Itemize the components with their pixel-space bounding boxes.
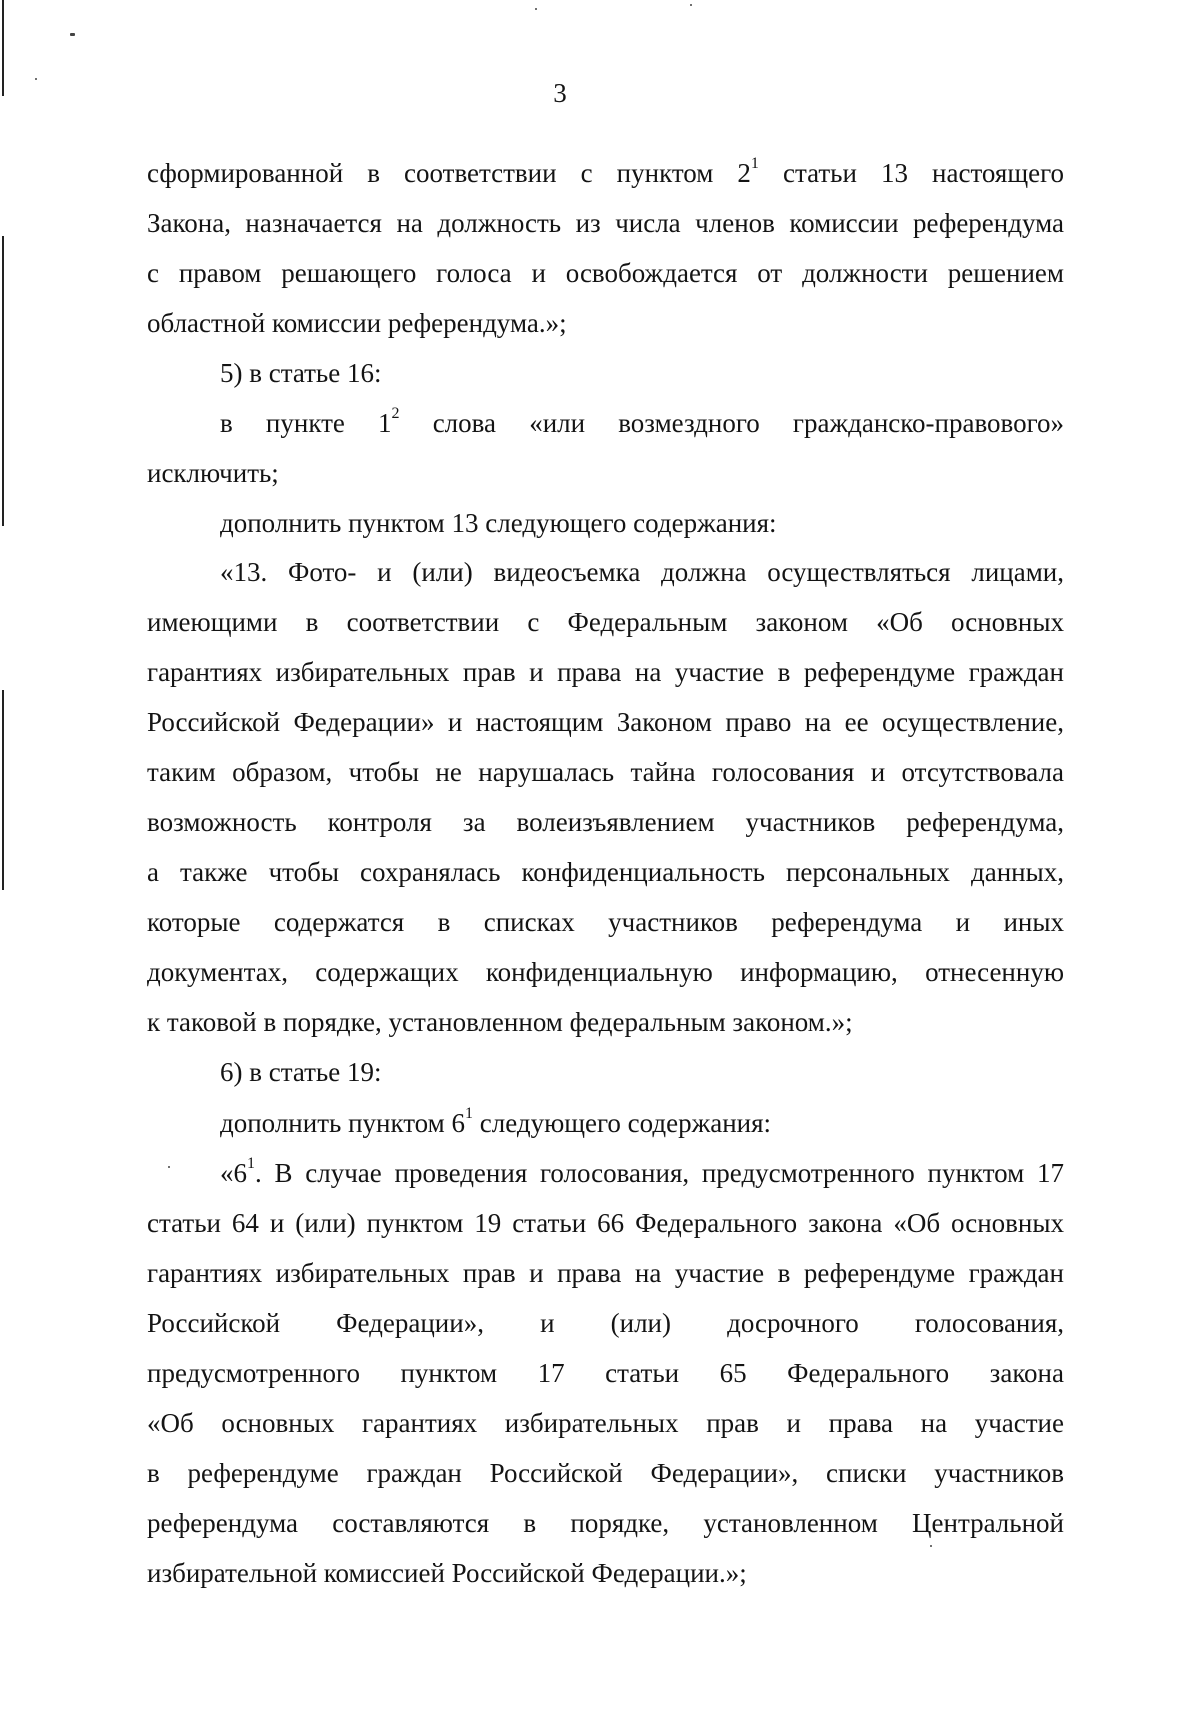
- paragraph-item-5: [147, 348, 1064, 398]
- scan-edge-line: [2, 236, 4, 526]
- page-number: 3: [553, 78, 567, 108]
- text-fragment: в пункте 1: [220, 408, 392, 438]
- text-line: к таковой в порядке, установленном федеральным законом.»;: [147, 1007, 853, 1037]
- text-line: возможность контроля за волеизъявлением участников референдума,: [147, 807, 1064, 837]
- text-line: документах, содержащих конфиденциальную информацию, отнесенную: [147, 957, 1064, 987]
- text-line: Закона, назначается на должность из числа членов комиссии референдума: [147, 208, 1064, 238]
- text-line: дополнить пунктом 13 следующего содержания:: [220, 508, 777, 538]
- text-line: гарантиях избирательных прав и права на участие в референдуме граждан: [147, 1258, 1064, 1288]
- superscript: 1: [465, 1105, 473, 1122]
- paragraph-addition: [147, 498, 1064, 548]
- text-line: областной комиссии референдума.»;: [147, 308, 567, 338]
- text-line: имеющими в соответствии с Федеральным законом «Об основных: [147, 607, 1064, 637]
- text-line: Российской Федерации», и (или) досрочного голосования,: [147, 1308, 1064, 1338]
- text-line: а также чтобы сохранялась конфиденциальность персональных данных,: [147, 857, 1064, 887]
- text-line: «13. Фото- и (или) видеосъемка должна осуществляться лицами,: [220, 557, 1064, 587]
- paragraph-clause-6-1: [147, 1148, 1064, 1598]
- text-line: [147, 1148, 1064, 1198]
- superscript: 1: [247, 1155, 255, 1172]
- text-line: статьи 64 и (или) пунктом 19 статьи 66 Федерального закона «Об основных: [147, 1208, 1064, 1238]
- scan-speck: [690, 4, 692, 6]
- text-line: «Об основных гарантиях избирательных прав и права на участие: [147, 1408, 1064, 1438]
- text-line: которые содержатся в списках участников референдума и иных: [147, 907, 1064, 937]
- text-line: таким образом, чтобы не нарушалась тайна голосования и отсутствовала: [147, 757, 1064, 787]
- text-line: [147, 1098, 1064, 1148]
- text-fragment: статьи 13 настоящего: [758, 158, 1064, 188]
- text-line: гарантиях избирательных прав и права на участие в референдуме граждан: [147, 657, 1064, 687]
- text-line: [147, 398, 1064, 448]
- text-line: предусмотренного пунктом 17 статьи 65 Федерального закона: [147, 1358, 1064, 1388]
- paragraph-item-6: [147, 1047, 1064, 1097]
- scan-edge-line: [2, 0, 4, 96]
- text-line: референдума составляются в порядке, установленном Центральной: [147, 1508, 1064, 1538]
- text-line: [147, 148, 1064, 198]
- paragraph-addition: [147, 1098, 1064, 1148]
- text-fragment: сформированной в соответствии с пунктом 2: [147, 158, 751, 188]
- text-line: с правом решающего голоса и освобождается от должности решением: [147, 258, 1064, 288]
- text-fragment: «6: [220, 1158, 247, 1188]
- text-fragment: слова «или возмездного гражданско-правового»: [399, 408, 1064, 438]
- scan-speck: [35, 78, 37, 80]
- text-line: Российской Федерации» и настоящим Законом право на ее осуществление,: [147, 707, 1064, 737]
- paragraph-clause-13: [147, 547, 1064, 1047]
- superscript: 1: [750, 155, 759, 172]
- text-line: избирательной комиссией Российской Федерации.»;: [147, 1558, 747, 1588]
- paragraph-continuation: [147, 148, 1064, 348]
- text-line: в референдуме граждан Российской Федерации», списки участников: [147, 1458, 1064, 1488]
- scan-edge-line: [2, 690, 4, 890]
- text-fragment: следующего содержания:: [473, 1108, 772, 1138]
- paragraph-amendment: [147, 398, 1064, 498]
- superscript: 2: [391, 405, 400, 422]
- text-line: 5) в статье 16:: [220, 358, 382, 388]
- text-fragment: . В случае проведения голосования, предусмотренного пунктом 17: [255, 1158, 1064, 1188]
- text-line: 6) в статье 19:: [220, 1057, 382, 1087]
- scan-speck: [70, 33, 75, 36]
- scan-speck: [535, 8, 537, 10]
- text-fragment: дополнить пунктом 6: [220, 1108, 465, 1138]
- text-line: исключить;: [147, 458, 279, 488]
